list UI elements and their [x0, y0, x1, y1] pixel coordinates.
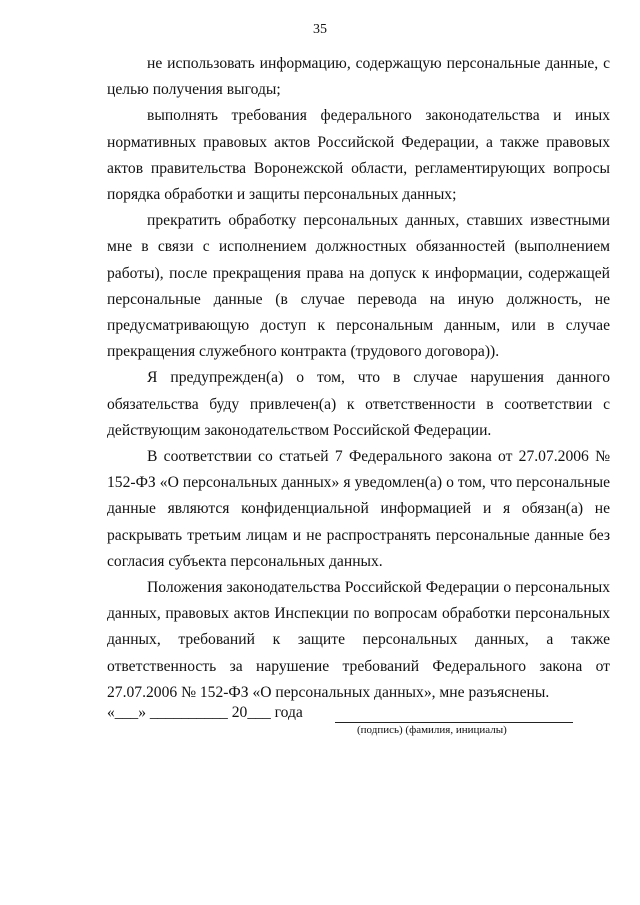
paragraph-5: В соответствии со статьей 7 Федерального закона от 27.07.2006 № 152-ФЗ «О персональных данных» я уведомлен(а) о том, что персональные данные являются конфиденциальной информацией и я обязан(а) не раскрывать третьим лицам и не распространять персональные данные без согласия субъекта персональных данных. — [107, 448, 610, 570]
paragraph-3: прекратить обработку персональных данных, ставших известными мне в связи с исполнением должностных обязанностей (выполнением работы), после прекращения права на допуск к информации, содержащей персональные данные (в случае перевода на иную должность, не предусматривающую доступ к персональным данным, или в случае прекращения служебного контракта (трудового договора)). — [107, 212, 610, 361]
paragraph-4: Я предупрежден(а) о том, что в случае нарушения данного обязательства буду привлечен(а) к ответственности в соответствии с действующим законодательством Российской Федерации. — [107, 369, 610, 439]
page-number: 35 — [313, 22, 327, 37]
paragraph-1: не использовать информацию, содержащую персональные данные, с целью получения выгоды; — [107, 55, 610, 99]
document-body — [107, 51, 610, 706]
paragraph-2: выполнять требования федерального законодательства и иных нормативных правовых актов Российской Федерации, а также правовых актов правительства Воронежской области, регламентирующих вопросы порядка обработки и защиты персональных данных; — [107, 107, 610, 204]
signature-caption: (подпись) (фамилия, инициалы) — [357, 724, 507, 736]
signature-block — [107, 704, 617, 744]
signature-line — [335, 722, 573, 723]
date-line: «___» __________ 20___ года — [107, 704, 303, 721]
paragraph-6: Положения законодательства Российской Федерации о персональных данных, правовых актов Инспекции по вопросам обработки персональных данных, требований к защите персональных данных, а также ответственность за нарушение требований Федерального закона от 27.07.2006 № 152-ФЗ «О персональных данных», мне разъяснены. — [107, 579, 610, 701]
